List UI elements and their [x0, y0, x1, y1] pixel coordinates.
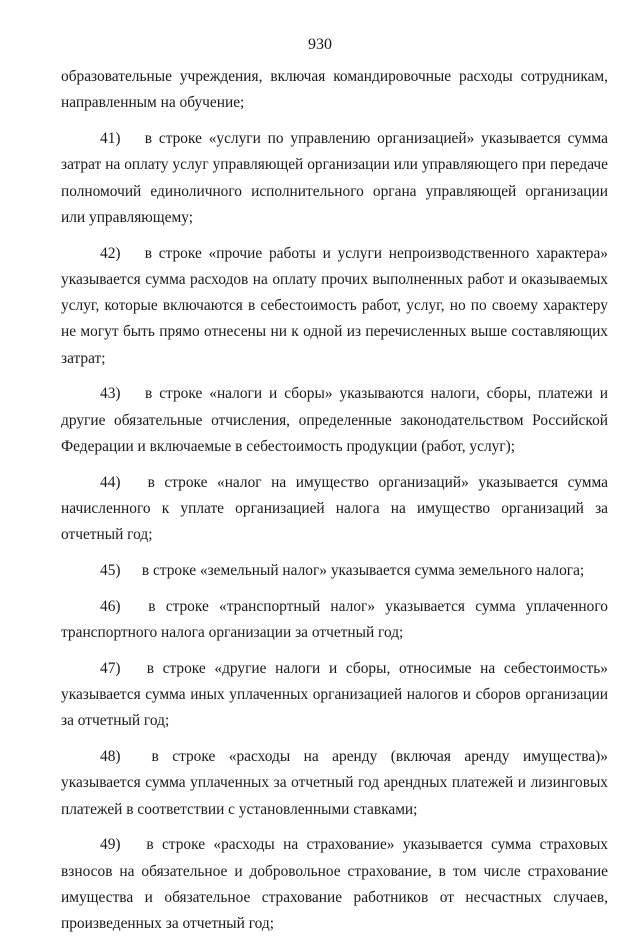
- page-number: 930: [308, 36, 332, 53]
- list-item-49: [61, 832, 608, 937]
- intro-paragraph: образовательные учреждения, включая командировочные расходы сотрудникам, направленным на обучение;: [61, 68, 608, 112]
- list-item-47: [61, 656, 608, 735]
- list-item-45: [61, 558, 608, 584]
- item-text: в строке «налог на имущество организаций» указывается сумма начисленного к уплате организацией налога на имущество организаций за отчетный год;: [61, 473, 608, 544]
- item-number: 48): [100, 747, 121, 765]
- item-text: в строке «расходы на страхование» указывается сумма страховых взносов на обязательное и добровольное страхование, в том числе страхование имущества и обязательное страхование работников от несчастных случаев, произведенных за отчетный год;: [61, 836, 608, 933]
- item-text: в строке «расходы на аренду (включая аренду имущества)» указывается сумма уплаченных за отчетный год арендных платежей и лизинговых платежей в соответствии с установленными ставками;: [61, 747, 608, 818]
- item-number: 43): [100, 385, 121, 403]
- document-body: [61, 64, 608, 947]
- list-item-41: [61, 126, 608, 231]
- item-number: 42): [100, 244, 121, 262]
- item-text: в строке «услуги по управлению организацией» указывается сумма затрат на оплату услуг управляющей организации или управляющего при передаче полномочий единоличного исполнительного органа управляющей организации или управляющему;: [61, 129, 608, 226]
- item-text: в строке «прочие работы и услуги непроизводственного характера» указывается сумма расходов на оплату прочих выполненных работ и оказываемых услуг, которые включаются в себестоимость работ, услуг, но по своему характеру не могут быть прямо отнесены ни к одной из перечисленных выше составляющих затрат;: [61, 244, 608, 367]
- list-item-43: [61, 381, 608, 460]
- item-number: 44): [100, 473, 121, 491]
- item-number: 45): [100, 562, 121, 579]
- list-item-46: [61, 594, 608, 647]
- item-number: 47): [100, 659, 121, 677]
- list-item-42: [61, 241, 608, 372]
- item-number: 46): [100, 597, 121, 615]
- list-item-48: [61, 744, 608, 823]
- item-number: 49): [100, 836, 121, 854]
- item-number: 41): [100, 129, 121, 147]
- item-text: в строке «земельный налог» указывается сумма земельного налога;: [141, 562, 585, 579]
- item-text: в строке «налоги и сборы» указываются налоги, сборы, платежи и другие обязательные отчисления, определенные законодательством Российской Федерации и включаемые в себестоимость продукции (работ, услуг);: [61, 385, 608, 456]
- item-text: в строке «другие налоги и сборы, относимые на себестоимость» указывается сумма иных уплаченных организацией налогов и сборов организации за отчетный год;: [61, 659, 608, 730]
- item-text: в строке «транспортный налог» указывается сумма уплаченного транспортного налога организации за отчетный год;: [61, 597, 608, 641]
- list-item-44: [61, 470, 608, 549]
